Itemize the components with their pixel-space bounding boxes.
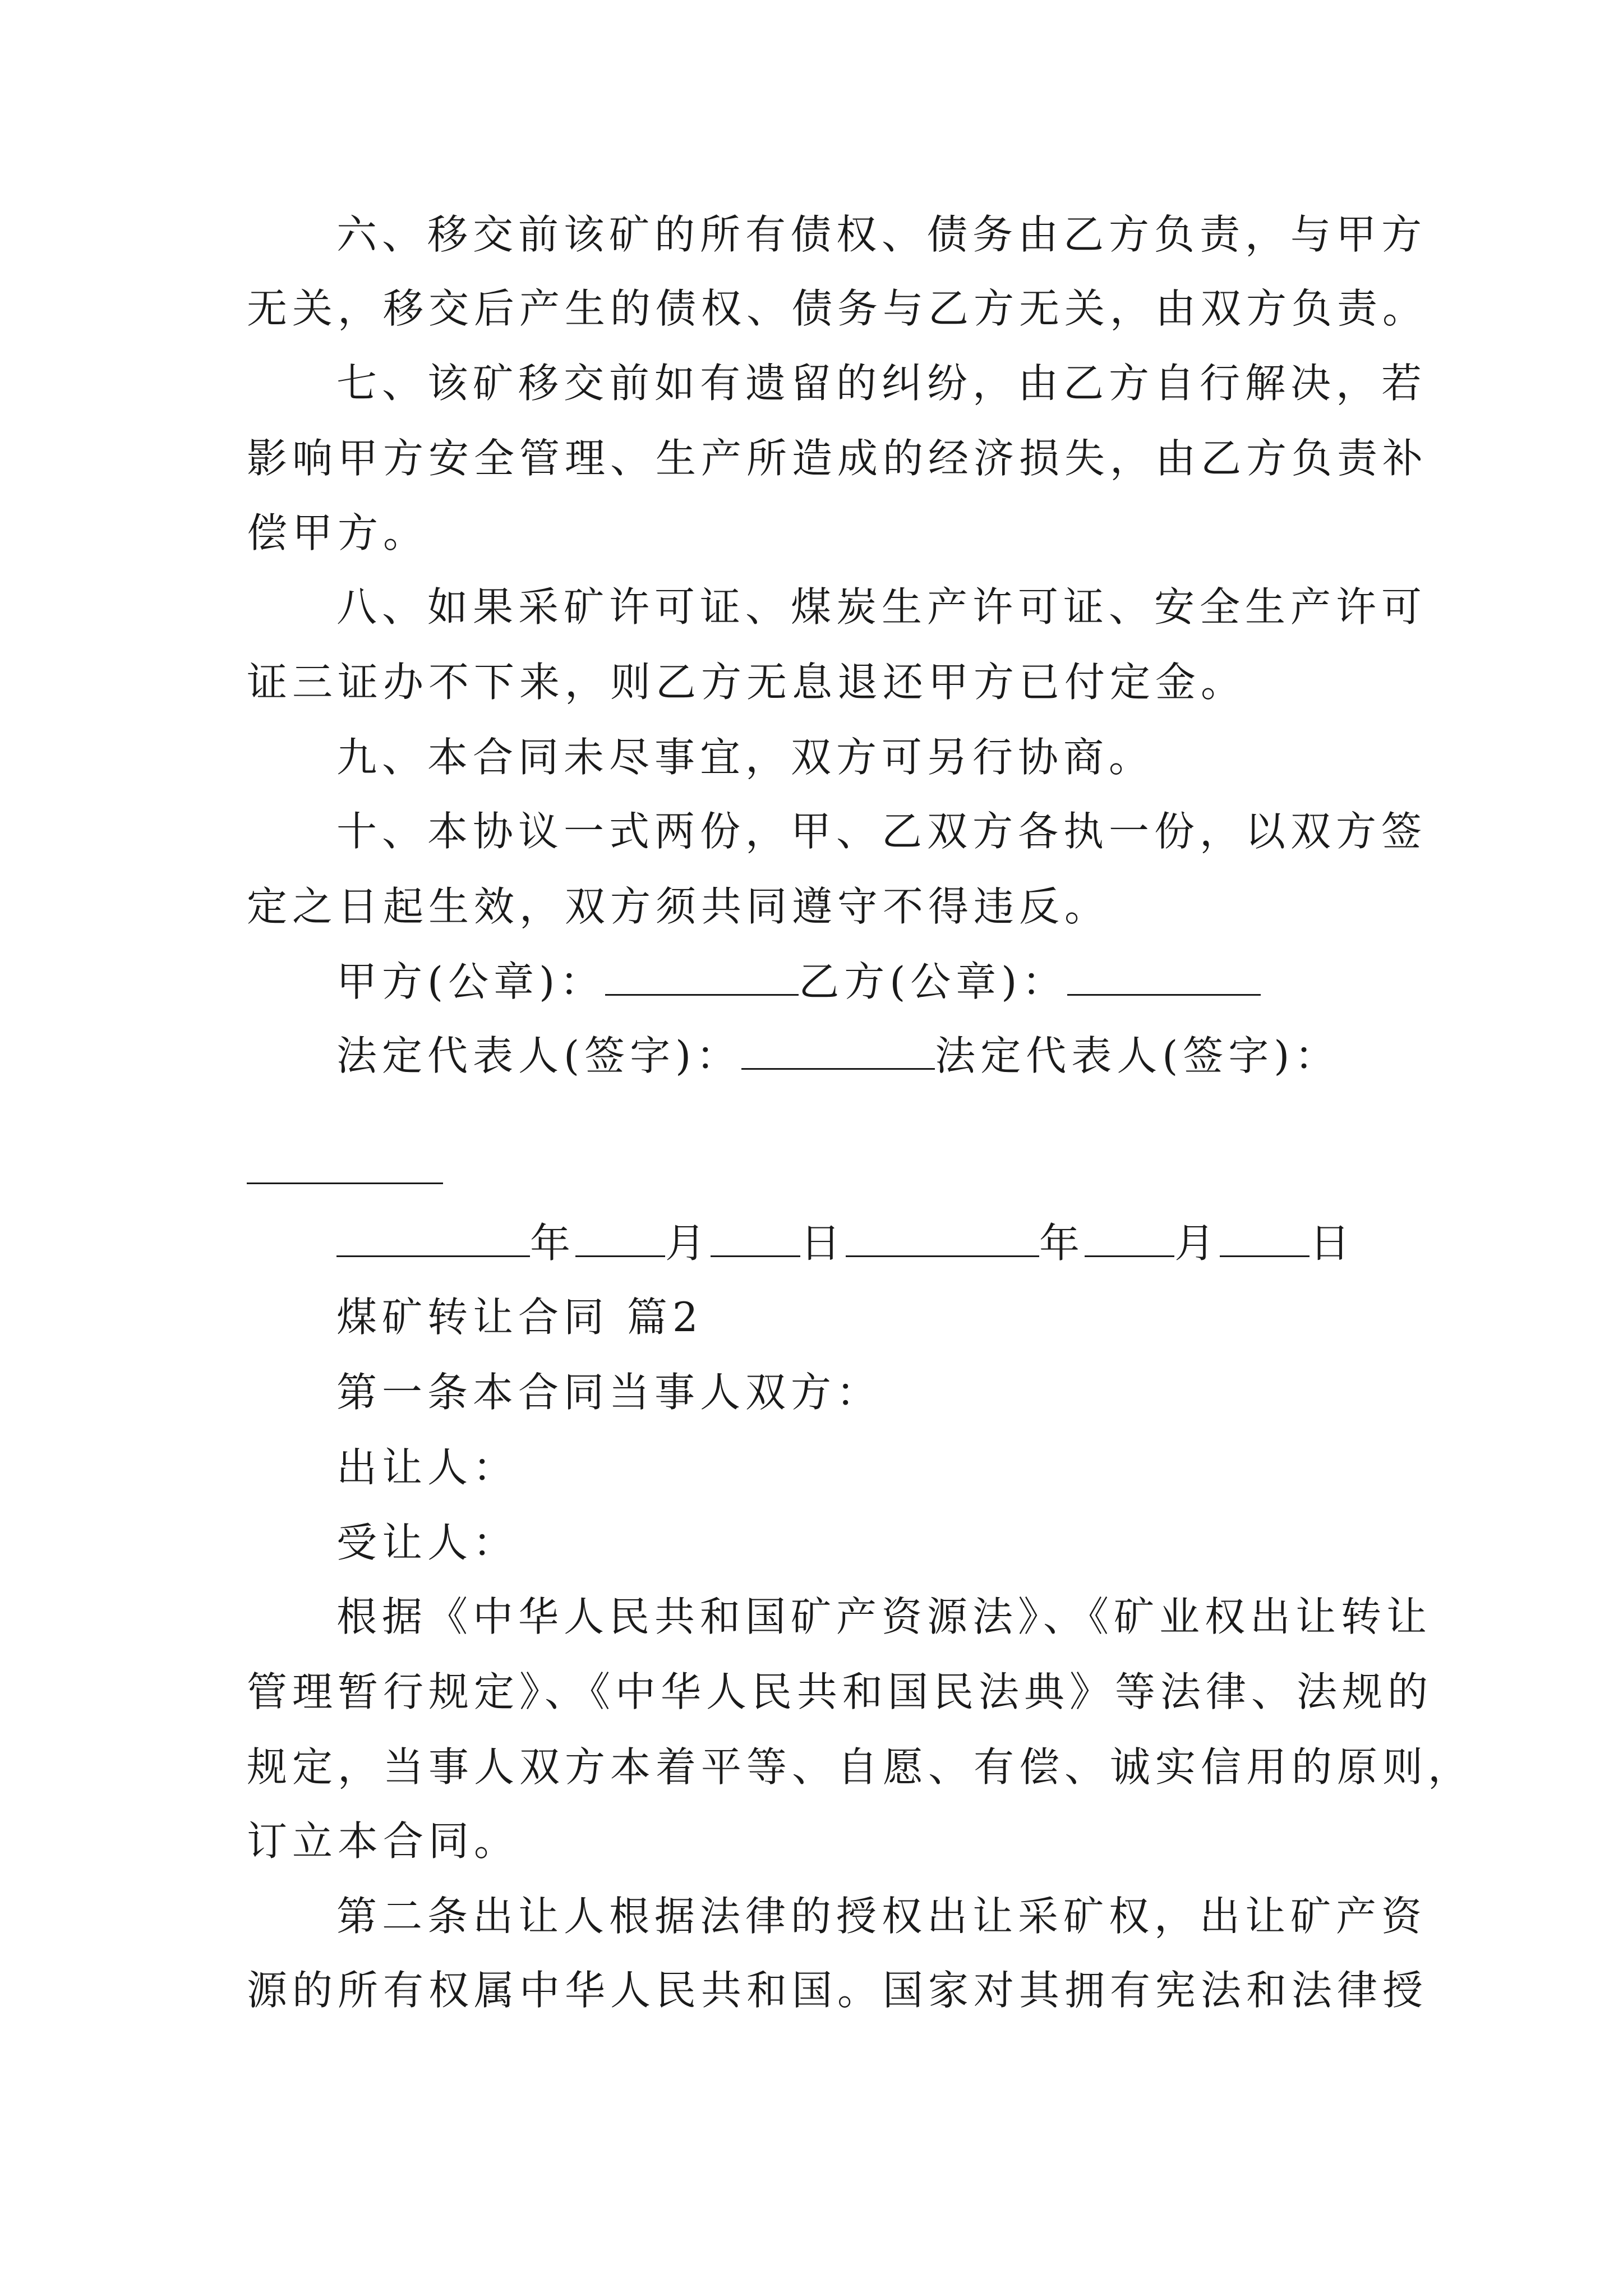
- day-b-blank: [1220, 1221, 1310, 1257]
- clause-7-line-2: 影响甲方安全管理、生产所造成的经济损失，由乙方负责补: [247, 435, 1428, 482]
- transferor-label: 出让人：: [336, 1444, 519, 1491]
- party-b-seal-label: 乙方(公章)：: [799, 958, 1068, 1005]
- basis-line-4: 订立本合同。: [247, 1818, 520, 1865]
- day-a-label: 日: [800, 1220, 846, 1267]
- day-b-label: 日: [1310, 1220, 1355, 1267]
- date-line: [336, 1215, 1355, 1271]
- clause-7-line-3: 偿甲方。: [247, 509, 429, 556]
- year-b-label: 年: [1039, 1220, 1085, 1267]
- article-2-line-1: 第二条出让人根据法律的授权出让采矿权，出让矿产资: [336, 1893, 1427, 1940]
- article-1: 第一条本合同当事人双方：: [336, 1369, 882, 1416]
- legal-rep-a-blank: [741, 1033, 935, 1070]
- party-a-seal-label: 甲方(公章)：: [336, 958, 606, 1005]
- month-b-blank: [1085, 1221, 1174, 1257]
- party-b-seal-blank: [1067, 959, 1261, 996]
- clause-7-line-1: 七、该矿移交前如有遗留的纠纷，由乙方自行解决，若: [336, 360, 1427, 407]
- legal-rep-line: [336, 1028, 1340, 1084]
- clause-10-line-2: 定之日起生效，双方须共同遵守不得违反。: [247, 883, 1110, 930]
- month-b-label: 月: [1174, 1220, 1220, 1267]
- section-2-title: 煤矿转让合同 篇2: [336, 1294, 703, 1341]
- seal-line: [336, 954, 1261, 1010]
- clause-8-line-2: 证三证办不下来，则乙方无息退还甲方已付定金。: [247, 659, 1247, 706]
- clause-9: 九、本合同未尽事宜，双方可另行协商。: [336, 734, 1155, 781]
- month-a-label: 月: [665, 1220, 711, 1267]
- basis-line-1: 根据《中华人民共和国矿产资源法》、《矿业权出让转让: [336, 1593, 1432, 1640]
- clause-6-line-1: 六、移交前该矿的所有债权、债务由乙方负责，与甲方: [336, 211, 1427, 258]
- year-a-blank: [336, 1221, 530, 1257]
- clause-6-line-2: 无关，移交后产生的债权、债务与乙方无关，由双方负责。: [247, 285, 1428, 332]
- basis-line-3: 规定，当事人双方本着平等、自愿、有偿、诚实信用的原则，: [247, 1743, 1474, 1791]
- basis-line-2: 管理暂行规定》、《中华人民共和国民法典》等法律、法规的: [247, 1668, 1433, 1715]
- transferee-label: 受让人：: [336, 1519, 519, 1566]
- article-2-line-2: 源的所有权属中华人民共和国。国家对其拥有宪法和法律授: [247, 1967, 1428, 2014]
- year-a-label: 年: [530, 1220, 576, 1267]
- clause-8-line-1: 八、如果采矿许可证、煤炭生产许可证、安全生产许可: [336, 583, 1427, 631]
- legal-rep-b-blank: [247, 1182, 443, 1184]
- legal-rep-a-label: 法定代表人(签字)：: [336, 1032, 742, 1079]
- clause-10-line-1: 十、本协议一式两份，甲、乙双方各执一份，以双方签: [336, 808, 1427, 855]
- year-b-blank: [846, 1221, 1039, 1257]
- day-a-blank: [711, 1221, 800, 1257]
- month-a-blank: [575, 1221, 665, 1257]
- party-a-seal-blank: [605, 959, 799, 996]
- legal-rep-b-label: 法定代表人(签字)：: [935, 1032, 1340, 1079]
